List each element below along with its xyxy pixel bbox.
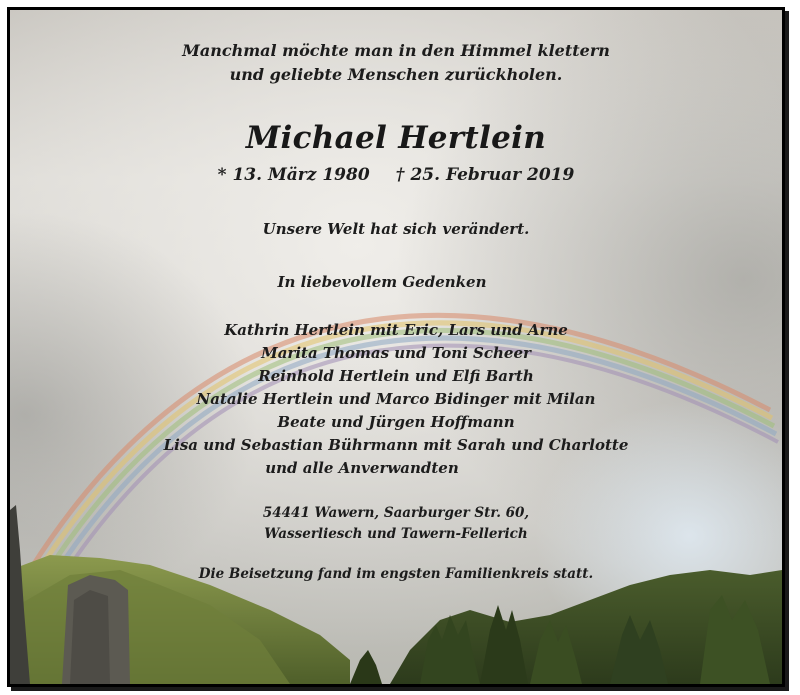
mourner-line: und alle Anverwandten bbox=[265, 459, 459, 477]
mourner-line: Reinhold Hertlein und Elfi Barth bbox=[258, 367, 534, 385]
memorial-heading: In liebevollem Gedenken bbox=[277, 273, 487, 291]
mourner-line: Lisa und Sebastian Bührmann mit Sarah und Charlotte bbox=[163, 436, 629, 454]
address-line-2: Wasserliesch und Tawern-Fellerich bbox=[264, 526, 528, 542]
obituary-frame bbox=[7, 7, 785, 687]
statement: Unsere Welt hat sich verändert. bbox=[262, 220, 530, 238]
death-date: † 25. Februar 2019 bbox=[395, 165, 575, 185]
quote-line-1: Manchmal möchte man in den Himmel klettern bbox=[182, 41, 610, 60]
life-dates bbox=[10, 165, 782, 185]
mourner-line: Kathrin Hertlein mit Eric, Lars und Arne bbox=[224, 321, 568, 339]
funeral-note: Die Beisetzung fand im engsten Familienkreis statt. bbox=[198, 566, 594, 582]
deceased-name: Michael Hertlein bbox=[245, 120, 547, 156]
mourner-line: Marita Thomas und Toni Scheer bbox=[261, 344, 531, 362]
mourner-line: Natalie Hertlein und Marco Bidinger mit Milan bbox=[196, 390, 596, 408]
quote-line-2: und geliebte Menschen zurückholen. bbox=[229, 65, 563, 84]
birth-date: * 13. März 1980 bbox=[217, 165, 370, 185]
address-line-1: 54441 Wawern, Saarburger Str. 60, bbox=[262, 505, 530, 521]
mourner-line: Beate und Jürgen Hoffmann bbox=[277, 413, 515, 431]
